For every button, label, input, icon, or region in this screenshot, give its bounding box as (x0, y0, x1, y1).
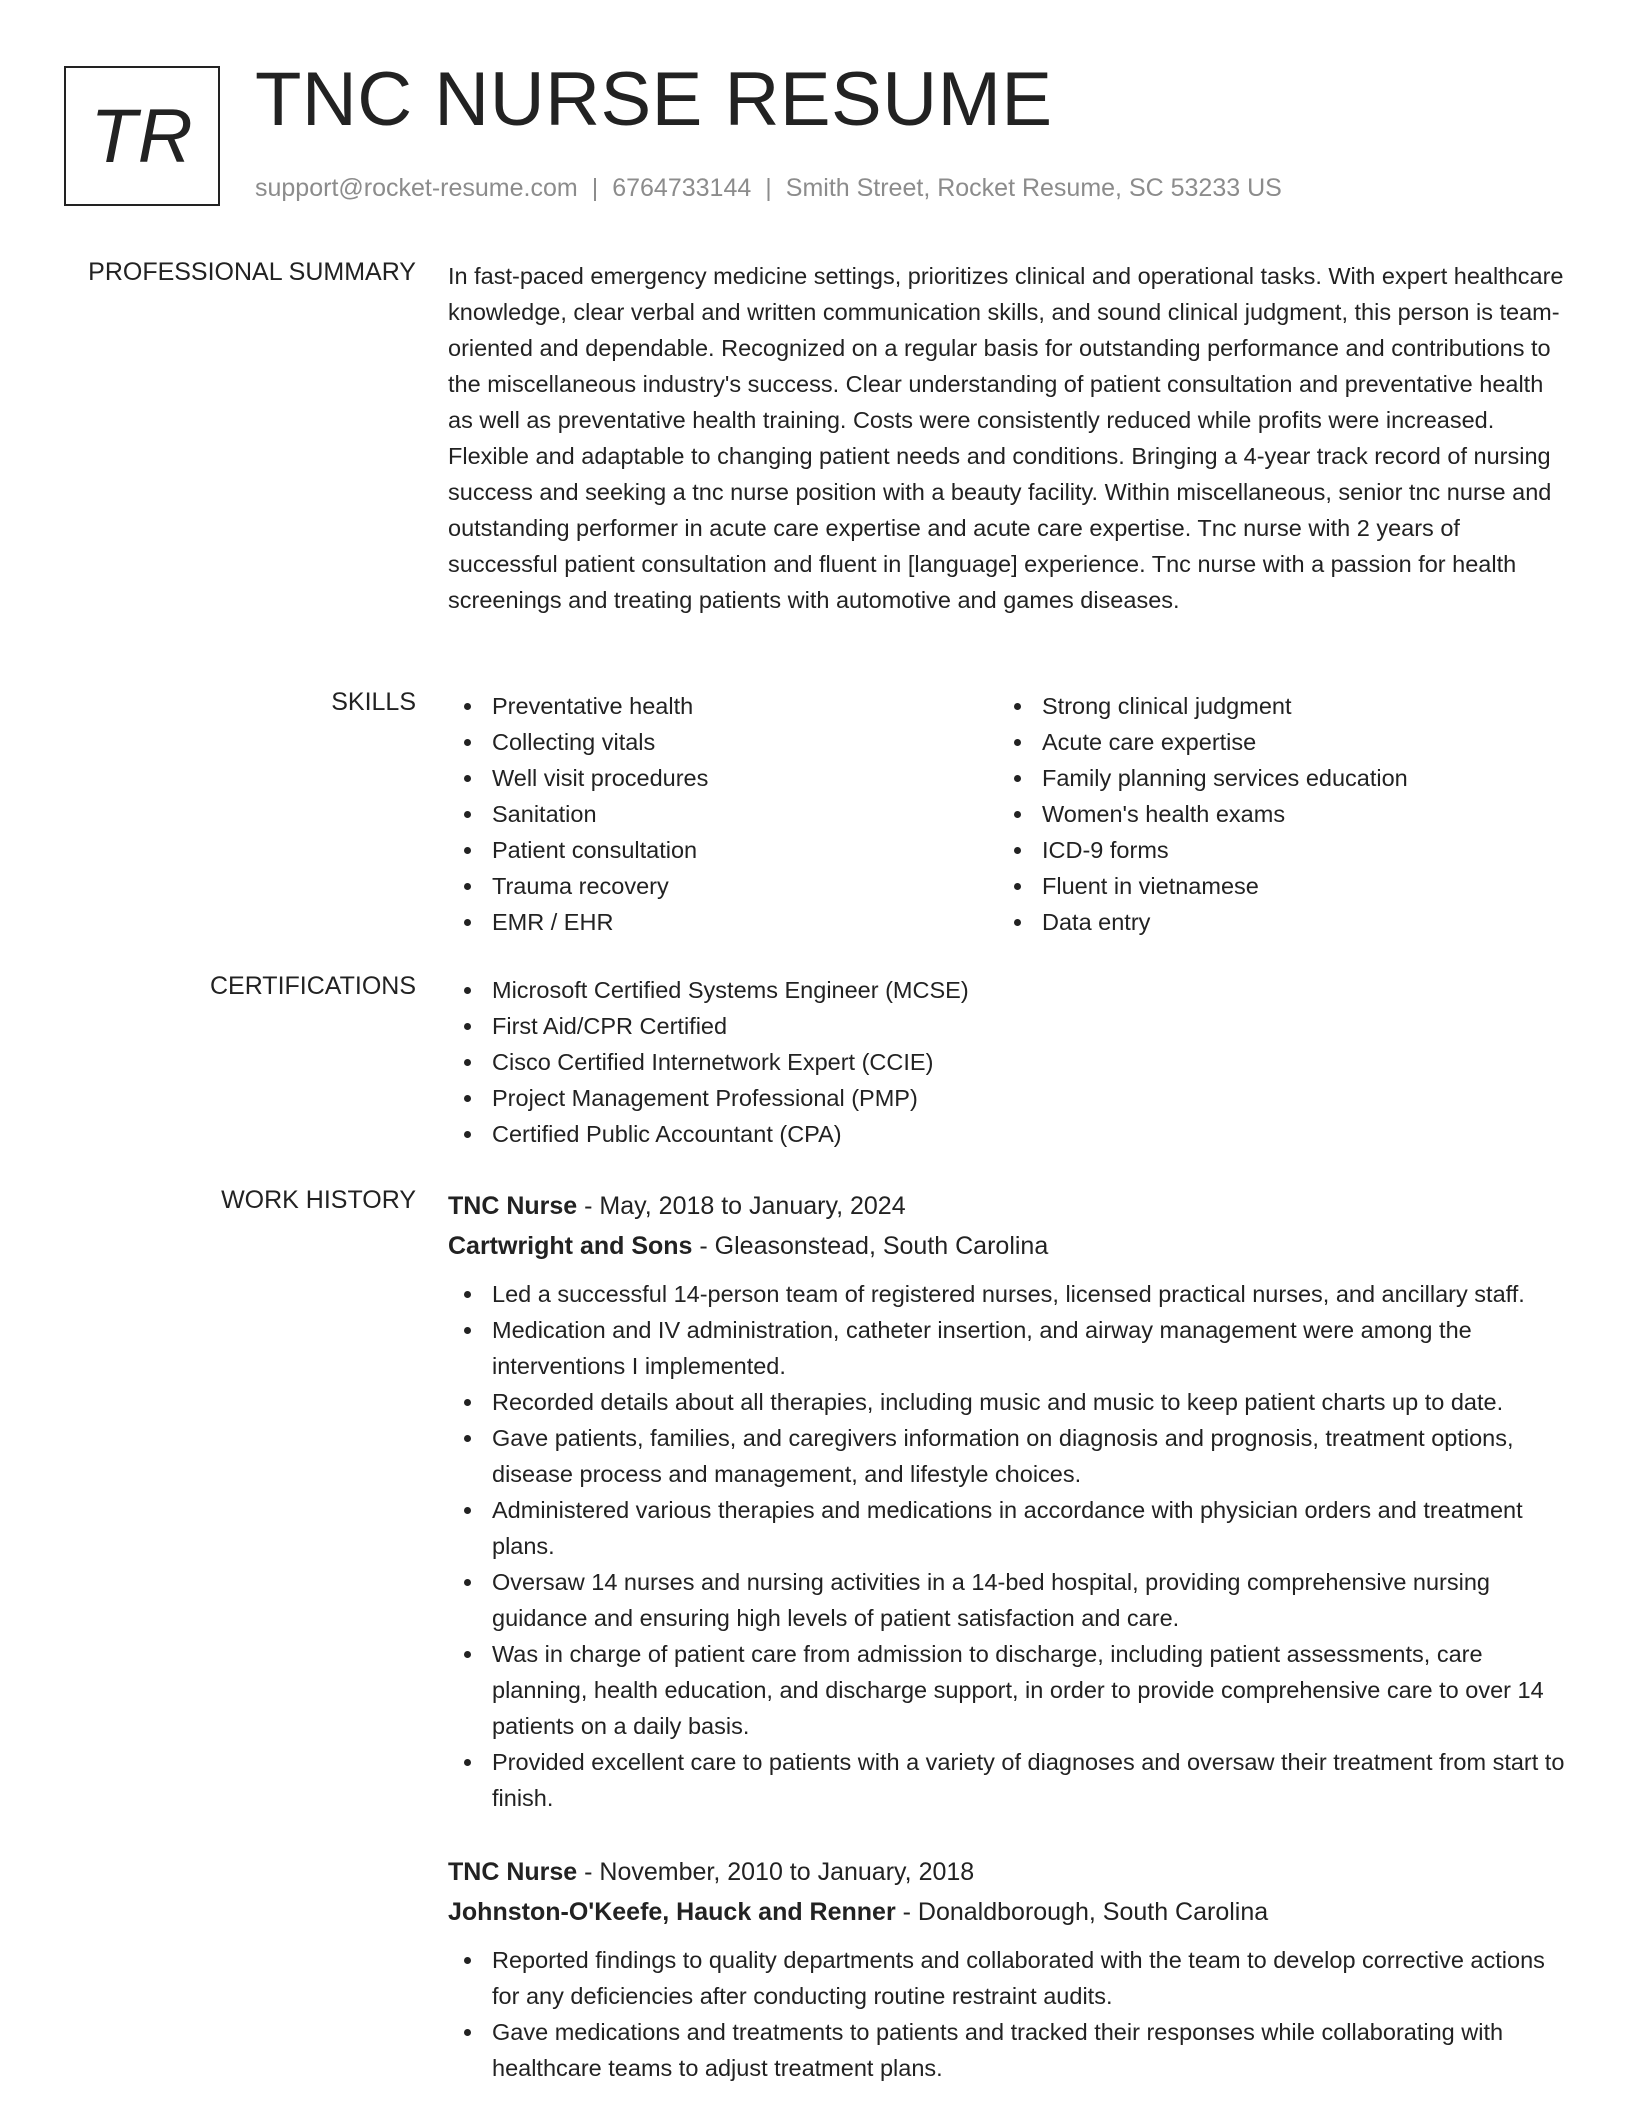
job-company: Johnston-O'Keefe, Hauck and Renner (448, 1898, 896, 1926)
job-duty-item: Administered various therapies and medications in accordance with physician orders and treatment plans. (448, 1492, 1568, 1564)
job-duties-list (448, 1276, 1568, 1816)
skills-body (448, 688, 1568, 940)
job-duty-item: Oversaw 14 nurses and nursing activities in a 14-bed hospital, providing comprehensive nursing guidance and ensuring high levels of patient satisfaction and care. (448, 1564, 1568, 1636)
job-dates: - November, 2010 to January, 2018 (577, 1858, 975, 1886)
job-title: TNC Nurse (448, 1192, 578, 1220)
skill-item: Collecting vitals (448, 724, 998, 760)
skill-item: Fluent in vietnamese (998, 868, 1548, 904)
job-duty-item: Led a successful 14-person team of registered nurses, licensed practical nurses, and ancillary staff. (448, 1276, 1568, 1312)
job-company-line (448, 1226, 1568, 1266)
contact-line (255, 174, 1282, 203)
skill-item: Family planning services education (998, 760, 1548, 796)
skills-list-left (448, 688, 998, 940)
certification-item: Project Management Professional (PMP) (448, 1080, 1568, 1116)
certification-item: Cisco Certified Internetwork Expert (CCIE) (448, 1044, 1568, 1080)
job-title: TNC Nurse (448, 1858, 578, 1886)
job-title-line (448, 1852, 1568, 1892)
monogram-box (64, 66, 220, 206)
skills-list-right (998, 688, 1548, 940)
resume-title: TNC NURSE RESUME (255, 57, 1053, 142)
skill-item: ICD-9 forms (998, 832, 1548, 868)
monogram-initials: TR (90, 93, 194, 179)
skill-item: Strong clinical judgment (998, 688, 1548, 724)
skill-item: Patient consultation (448, 832, 998, 868)
skill-item: Sanitation (448, 796, 998, 832)
skill-item: Well visit procedures (448, 760, 998, 796)
certification-item: Certified Public Accountant (CPA) (448, 1116, 1568, 1152)
skill-item: EMR / EHR (448, 904, 998, 940)
job-location: - Donaldborough, South Carolina (895, 1898, 1269, 1926)
job-location: - Gleasonstead, South Carolina (692, 1232, 1049, 1260)
skills-columns (448, 688, 1568, 940)
certification-item: Microsoft Certified Systems Engineer (MCSE) (448, 972, 1568, 1008)
job-duty-item: Provided excellent care to patients with a variety of diagnoses and oversaw their treatment from start to finish. (448, 1744, 1568, 1816)
skill-item: Women's health exams (998, 796, 1548, 832)
certifications-heading: CERTIFICATIONS (209, 972, 416, 1000)
certifications-body (448, 972, 1568, 1152)
skill-item: Acute care expertise (998, 724, 1548, 760)
certification-item: First Aid/CPR Certified (448, 1008, 1568, 1044)
job-duty-item: Was in charge of patient care from admission to discharge, including patient assessments, care planning, health education, and discharge support, in order to provide comprehensive care to over 14 patients on a daily basis. (448, 1636, 1568, 1744)
skill-item: Data entry (998, 904, 1548, 940)
contact-separator: | (765, 174, 772, 202)
job-duties-list (448, 1942, 1568, 2086)
job-entry (448, 1186, 1568, 1816)
job-company-line (448, 1892, 1568, 1932)
job-entry (448, 1852, 1568, 2086)
job-duty-item: Gave patients, families, and caregivers information on diagnosis and prognosis, treatment options, disease process and management, and lifestyle choices. (448, 1420, 1568, 1492)
job-duty-item: Reported findings to quality departments and collaborated with the team to develop corrective actions for any deficiencies after conducting routine restraint audits. (448, 1942, 1568, 2014)
contact-separator: | (591, 174, 599, 202)
summary-heading: PROFESSIONAL SUMMARY (88, 258, 416, 286)
job-dates: - May, 2018 to January, 2024 (577, 1192, 906, 1220)
work-history-body (448, 1186, 1568, 2086)
summary-text: In fast-paced emergency medicine settings, prioritizes clinical and operational tasks. With expert healthcare knowledge, clear verbal and written communication skills, and sound clinical judgment, this person is team-oriented and dependable. Recognized on a regular basis for outstanding performance and contributions to the miscellaneous industry's success. Clear understanding of patient consultation and preventative health as well as preventative health training. Costs were consistently reduced while profits were increased. Flexible and adaptable to changing patient needs and conditions. Bringing a 4-year track record of nursing success and seeking a tnc nurse position with a beauty facility. Within miscellaneous, senior tnc nurse and outstanding performer in acute care expertise and acute care expertise. Tnc nurse with 2 years of successful patient consultation and fluent in [language] experience. Tnc nurse with a passion for health screenings and treating patients with automotive and games diseases. (448, 263, 1564, 613)
job-duty-item: Gave medications and treatments to patients and tracked their responses while collaborating with healthcare teams to adjust treatment plans. (448, 2014, 1568, 2086)
job-company: Cartwright and Sons (448, 1232, 693, 1260)
job-title-line (448, 1186, 1568, 1226)
work-history-heading: WORK HISTORY (221, 1186, 416, 1214)
job-duty-item: Medication and IV administration, catheter insertion, and airway management were among the interventions I implemented. (448, 1312, 1568, 1384)
contact-email: support@rocket-resume.com (255, 174, 578, 202)
skill-item: Trauma recovery (448, 868, 998, 904)
resume-header (64, 57, 1564, 216)
certifications-list (448, 972, 1568, 1152)
summary-body (448, 258, 1568, 618)
job-duty-item: Recorded details about all therapies, including music and music to keep patient charts up to date. (448, 1384, 1568, 1420)
skills-heading: SKILLS (331, 688, 416, 716)
contact-address: Smith Street, Rocket Resume, SC 53233 US (785, 174, 1282, 202)
contact-phone: 6764733144 (612, 174, 752, 202)
skill-item: Preventative health (448, 688, 998, 724)
